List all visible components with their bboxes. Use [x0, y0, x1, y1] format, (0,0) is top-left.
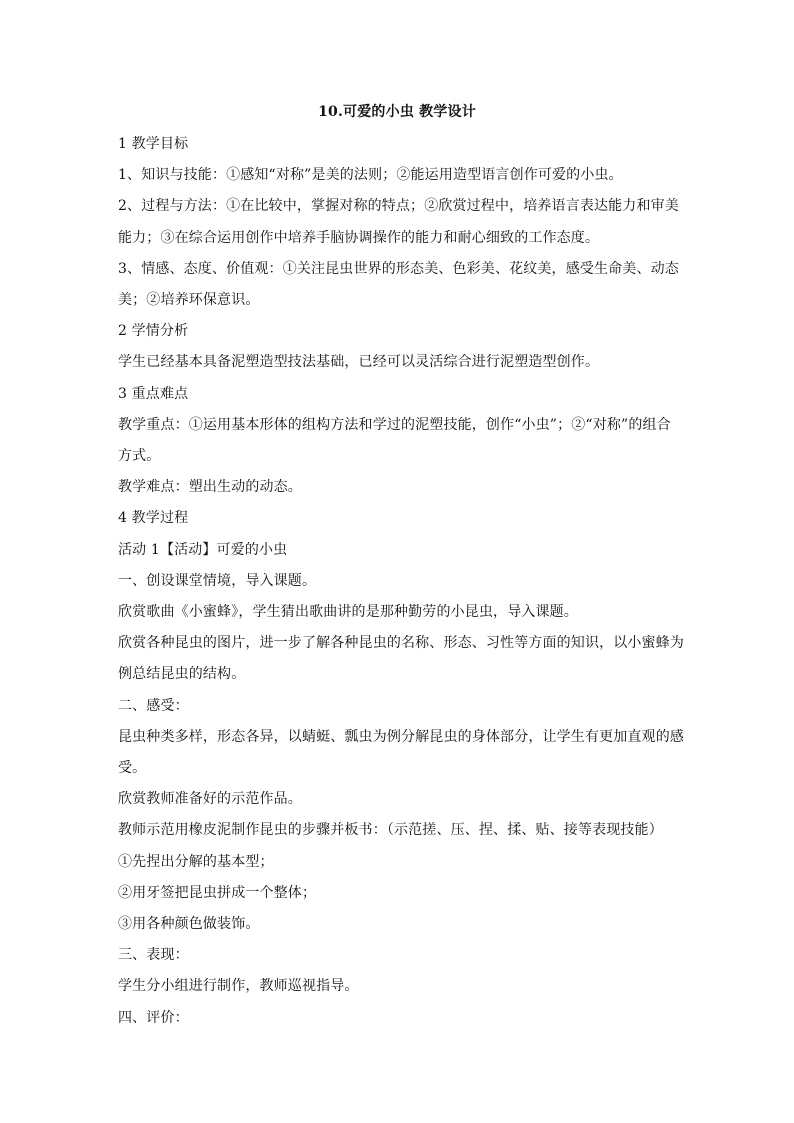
section-heading-student-analysis: 2 学情分析	[118, 323, 189, 339]
paragraph-line: 欣赏各种昆虫的图片，进一步了解各种昆虫的名称、形态、习性等方面的知识，以小蜜蜂为	[118, 635, 684, 651]
activity-heading: 活动 1【活动】可爱的小虫	[118, 542, 288, 558]
paragraph-line: 教学重点：①运用基本形体的组构方法和学过的泥塑技能，创作“小虫”；②“对称”的组合	[118, 417, 671, 433]
section-heading-teaching-process: 4 教学过程	[118, 510, 189, 526]
paragraph-line: 教学难点：塑出生动的动态。	[118, 479, 302, 495]
paragraph-line: 四、评价：	[118, 1010, 189, 1026]
document-title: 10.可爱的小虫 教学设计	[318, 104, 476, 120]
paragraph-line: 1、知识与技能：①感知“对称”是美的法则；②能运用造型语言创作可爱的小虫。	[118, 167, 623, 183]
paragraph-line: 欣赏歌曲《小蜜蜂》，学生猜出歌曲讲的是那种勤劳的小昆虫，导入课题。	[118, 604, 578, 620]
paragraph-line: 美；②培养环保意识。	[118, 292, 260, 308]
paragraph-line: 方式。	[118, 448, 161, 464]
paragraph-line: 一、创设课堂情境，导入课题。	[118, 573, 317, 589]
paragraph-line: 二、感受：	[118, 698, 189, 714]
paragraph-line: 昆虫种类多样，形态各异，以蜻蜓、瓢虫为例分解昆虫的身体部分，让学生有更加直观的感	[118, 729, 684, 745]
section-heading-key-points: 3 重点难点	[118, 386, 189, 402]
paragraph-line: 2、过程与方法：①在比较中，掌握对称的特点；②欣赏过程中，培养语言表达能力和审美	[118, 198, 679, 214]
paragraph-line: 能力；③在综合运用创作中培养手脑协调操作的能力和耐心细致的工作态度。	[118, 230, 600, 246]
list-item: ②用牙签把昆虫拼成一个整体；	[118, 885, 317, 901]
paragraph-line: 欣赏教师准备好的示范作品。	[118, 791, 302, 807]
paragraph-line: 学生已经基本具备泥塑造型技法基础，已经可以灵活综合进行泥塑造型创作。	[118, 354, 600, 370]
paragraph-line: 受。	[118, 760, 147, 776]
paragraph-line: 教师示范用橡皮泥制作昆虫的步骤并板书：（示范搓、压、捏、揉、贴、接等表现技能）	[118, 822, 663, 838]
section-heading-teaching-goals: 1 教学目标	[118, 136, 189, 152]
paragraph-line: 3、情感、态度、价值观：①关注昆虫世界的形态美、色彩美、花纹美，感受生命美、动态	[118, 261, 679, 277]
list-item: ③用各种颜色做装饰。	[118, 916, 260, 932]
paragraph-line: 学生分小组进行制作，教师巡视指导。	[118, 978, 359, 994]
paragraph-line: 例总结昆虫的结构。	[118, 666, 246, 682]
list-item: ①先捏出分解的基本型；	[118, 854, 274, 870]
paragraph-line: 三、表现：	[118, 947, 189, 963]
